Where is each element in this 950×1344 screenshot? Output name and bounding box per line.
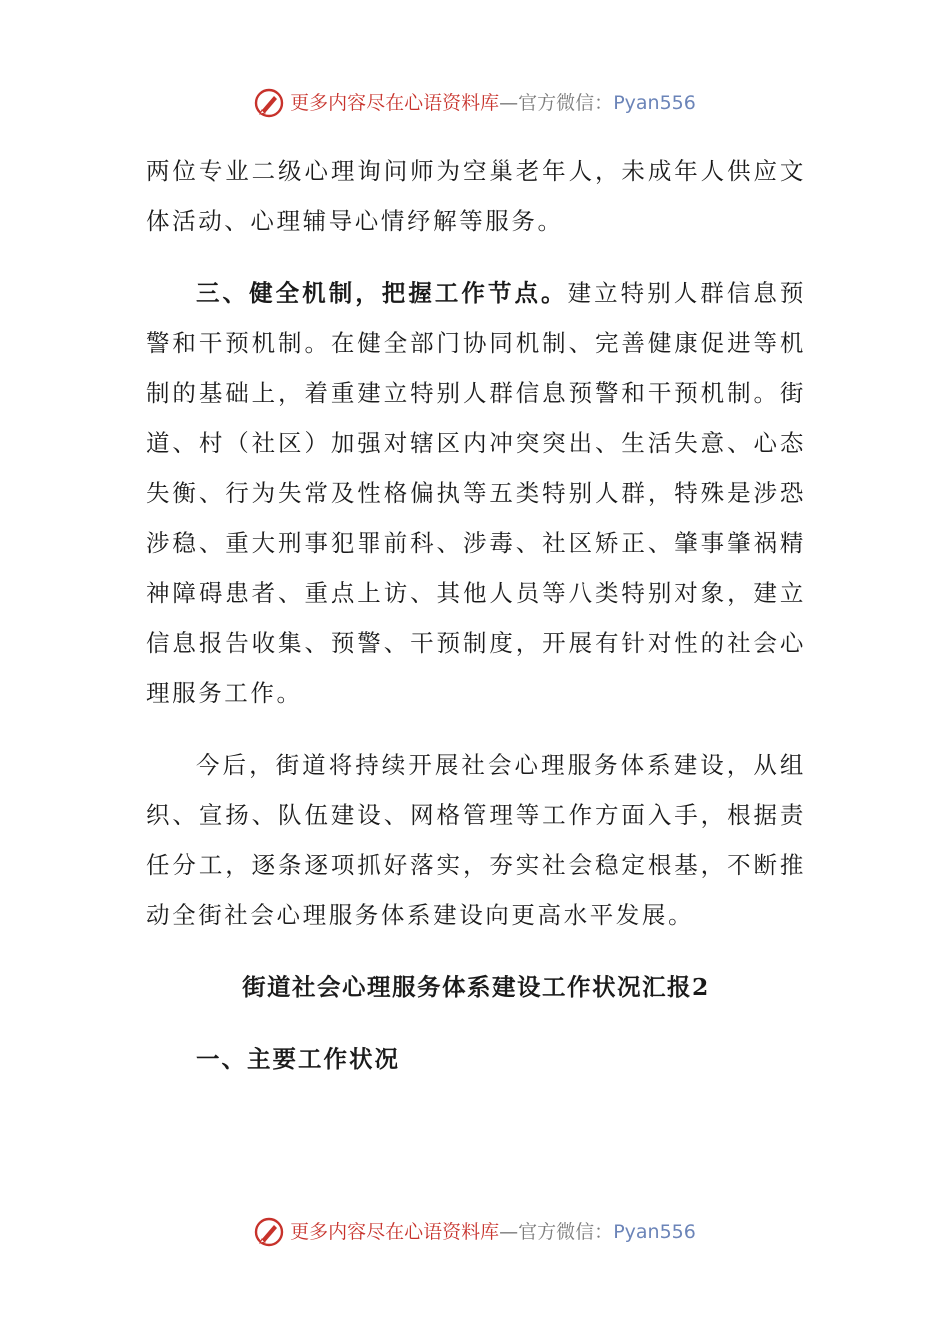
document-body [146, 146, 806, 1084]
paragraph-gap [146, 1012, 806, 1034]
paragraph-gap [146, 246, 806, 268]
watermark-site-text: 更多内容尽在心语资料库 [290, 92, 500, 114]
section-1-heading: 一、主要工作状况 [196, 1045, 400, 1073]
report-title: 街道社会心理服务体系建设工作状况汇报2 [242, 973, 710, 1001]
watermark-dash: — [499, 1221, 519, 1243]
watermark-contact-label: 官方微信： [518, 92, 614, 114]
watermark-contact-id: Pyan556 [613, 92, 696, 114]
pen-logo-icon [254, 88, 284, 118]
watermark-contact-label: 官方微信： [518, 1221, 614, 1243]
paragraph-gap [146, 940, 806, 962]
paragraph-future-plans: 今后，街道将持续开展社会心理服务体系建设，从组织、宣扬、队伍建设、网格管理等工作方面入手，根据责任分工，逐条逐项抓好落实，夯实社会稳定根基，不断推动全街社会心理服务体系建设向更高水平发展。 [146, 751, 806, 929]
section-3-body: 建立特别人群信息预警和干预机制。在健全部门协同机制、完善健康促进等机制的基础上，着重建立特别人群信息预警和干预机制。街道、村（社区）加强对辖区内冲突突出、生活失意、心态失衡、行为失常及性格偏执等五类特别人群，特殊是涉恐涉稳、重大刑事犯罪前科、涉毒、社区矫正、肇事肇祸精神障碍患者、重点上访、其他人员等八类特别对象，建立信息报告收集、预警、干预制度，开展有针对性的社会心理服务工作。 [146, 279, 807, 707]
footer-watermark [0, 1217, 950, 1247]
watermark-dash: — [499, 92, 519, 114]
watermark-site-text: 更多内容尽在心语资料库 [290, 1221, 500, 1243]
pen-logo-icon [254, 1217, 284, 1247]
section-3-title: 三、健全机制，把握工作节点。 [196, 279, 568, 307]
paragraph-section-3 [146, 268, 806, 718]
watermark-contact-id: Pyan556 [613, 1221, 696, 1243]
paragraph-elderly-services: 两位专业二级心理询问师为空巢老年人，未成年人供应文体活动、心理辅导心情纾解等服务。 [146, 157, 806, 235]
header-watermark [0, 88, 950, 118]
paragraph-gap [146, 718, 806, 740]
